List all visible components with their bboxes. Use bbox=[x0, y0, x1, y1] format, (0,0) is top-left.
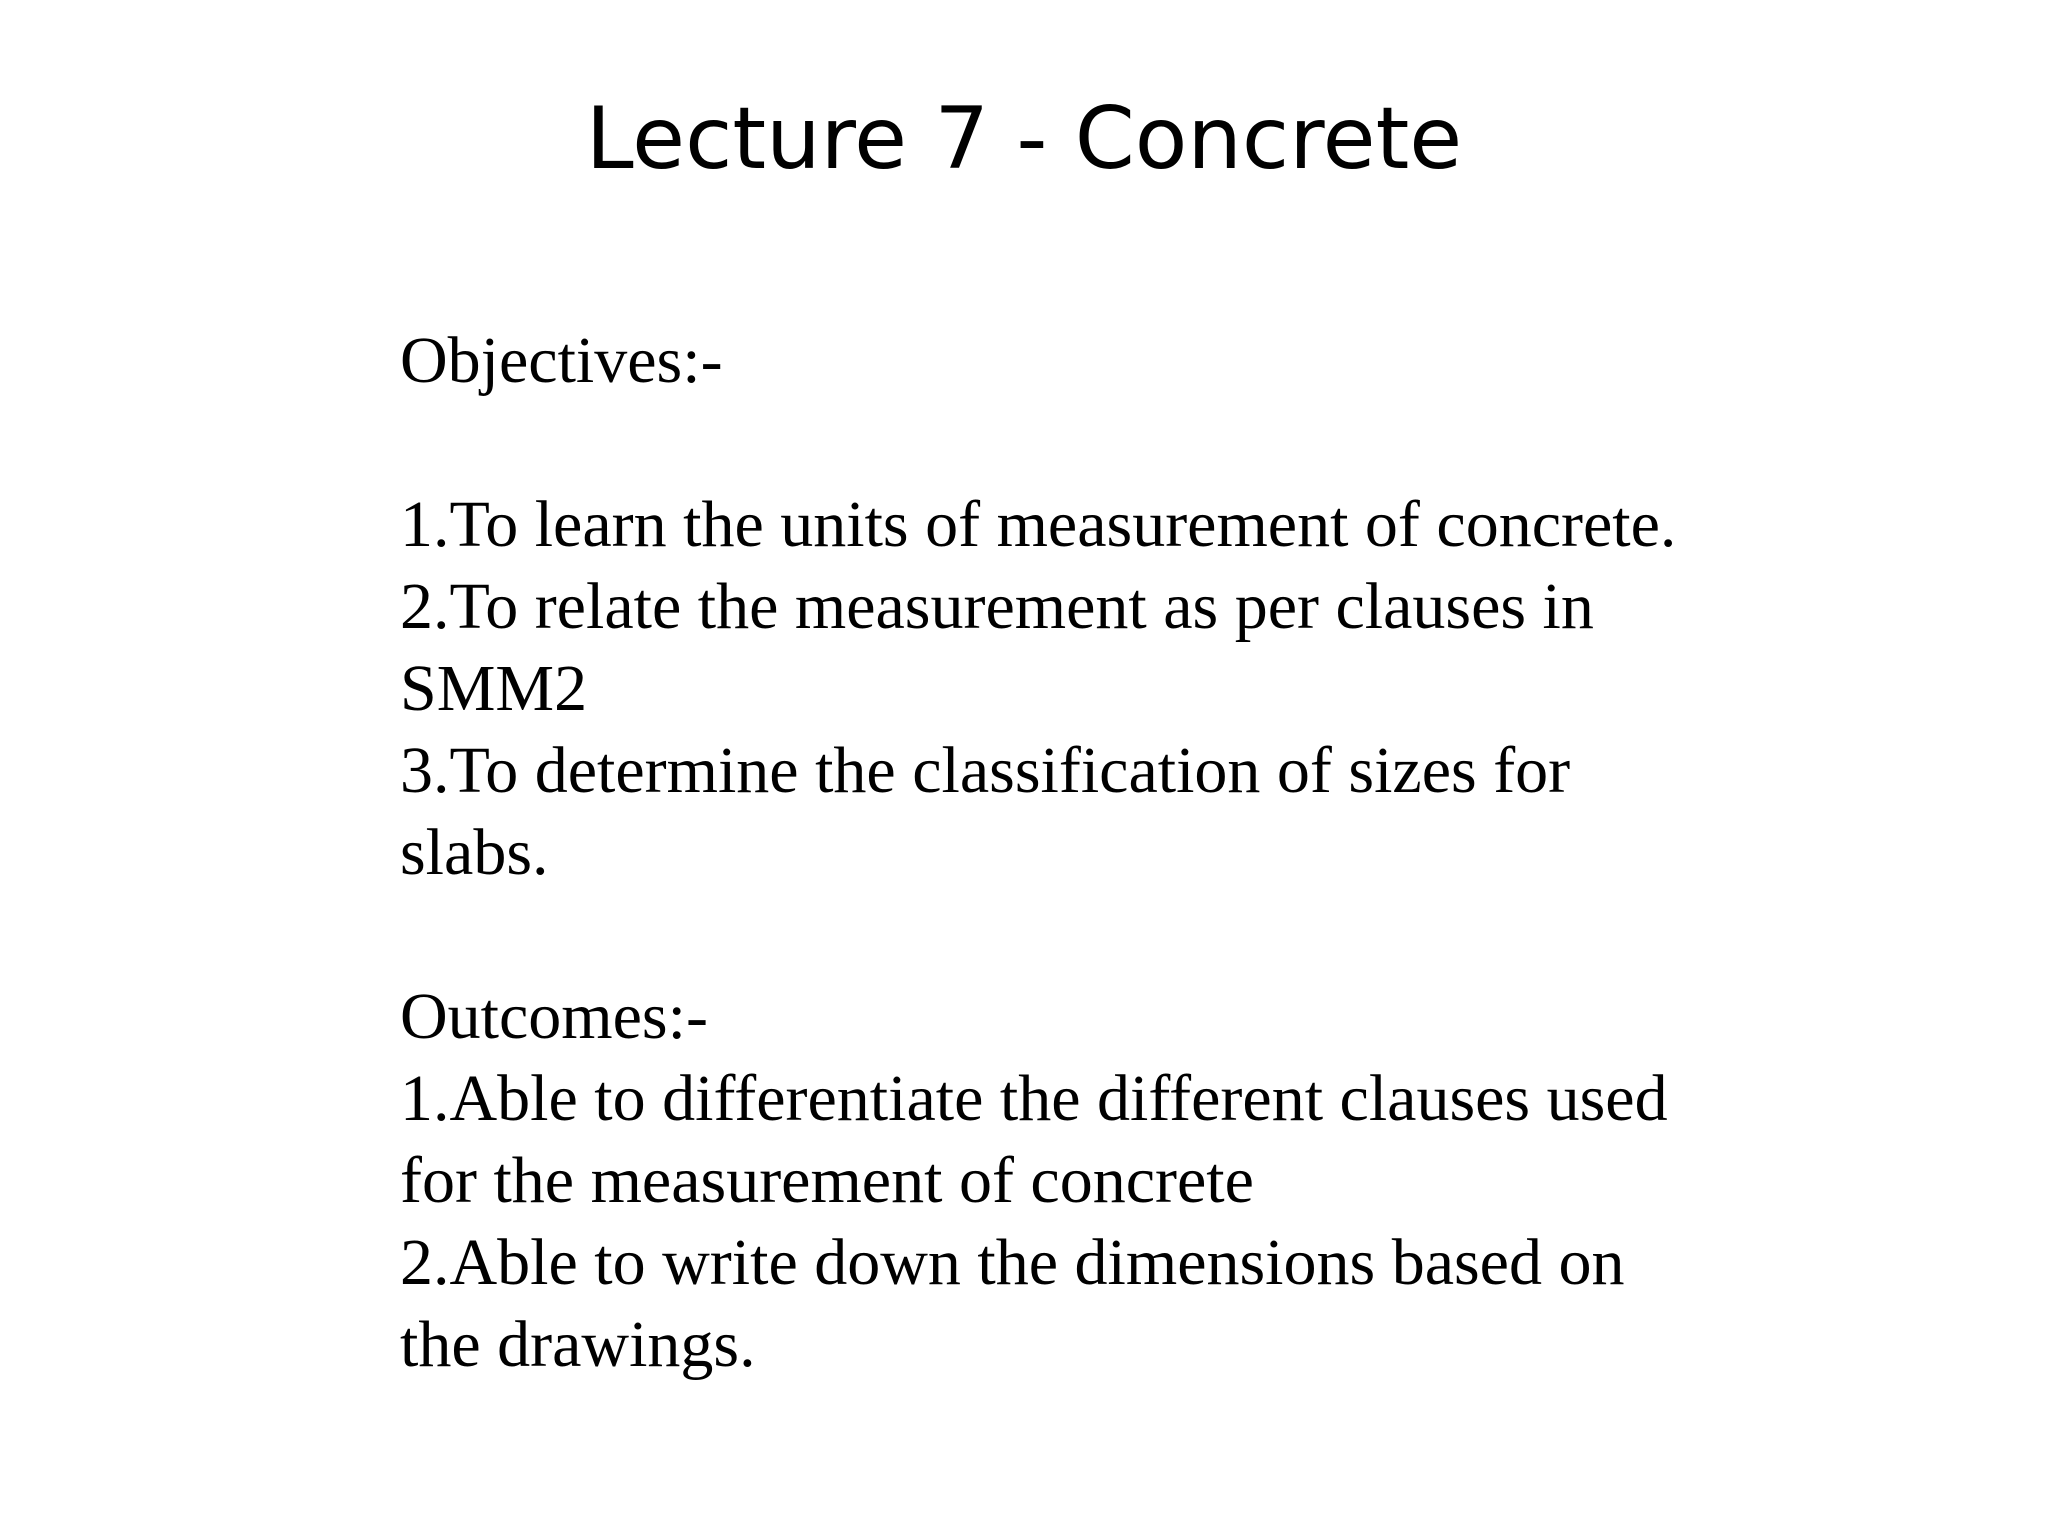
objective-line: SMM2 bbox=[400, 652, 588, 725]
outcome-line: 1.Able to differentiate the different clauses used bbox=[400, 1062, 1668, 1135]
outcomes-heading: Outcomes:- bbox=[400, 980, 708, 1053]
objectives-heading: Objectives:- bbox=[400, 324, 723, 397]
spacer bbox=[400, 894, 1900, 976]
objective-line: 1.To learn the units of measurement of concrete. bbox=[400, 488, 1677, 561]
slide-title: Lecture 7 - Concrete bbox=[585, 89, 1463, 189]
outcome-line: the drawings. bbox=[400, 1308, 756, 1381]
objective-line: 3.To determine the classification of sizes for bbox=[400, 734, 1571, 807]
objective-line: slabs. bbox=[400, 816, 549, 889]
spacer bbox=[400, 402, 1900, 484]
slide-body bbox=[400, 320, 1900, 1386]
objective-line: 2.To relate the measurement as per clauses in bbox=[400, 570, 1594, 643]
outcome-line: 2.Able to write down the dimensions based on bbox=[400, 1226, 1625, 1299]
outcome-line: for the measurement of concrete bbox=[400, 1144, 1254, 1217]
